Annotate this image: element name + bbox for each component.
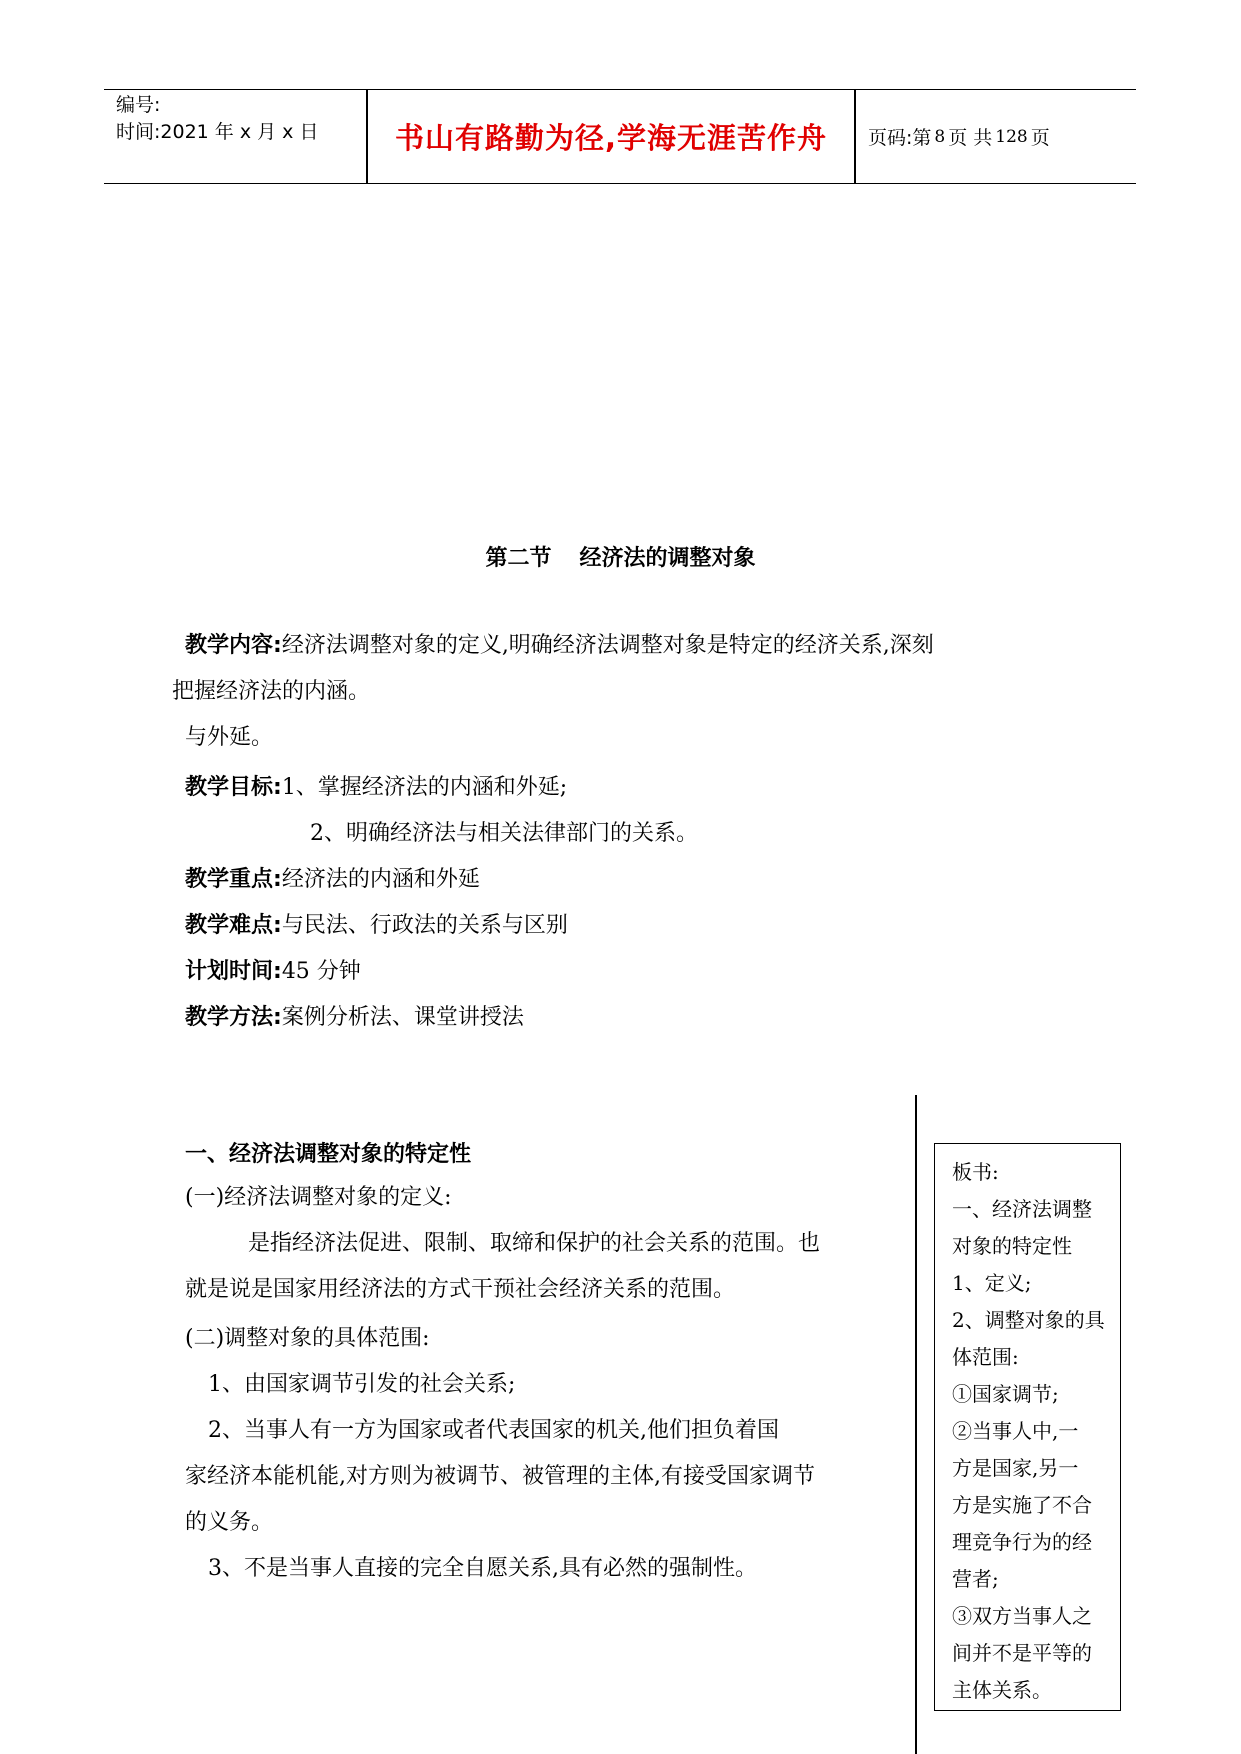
board-line: 主体关系。 xyxy=(952,1678,1052,1702)
board-line: ②当事人中,一 xyxy=(952,1419,1079,1443)
content-continuation-2: 与外延。 xyxy=(185,725,274,750)
board-line: 1、定义; xyxy=(952,1271,1032,1295)
board-line: 间并不是平等的 xyxy=(952,1641,1092,1665)
item-3: 3、不是当事人直接的完全自愿关系,具有必然的强制性。 xyxy=(208,1556,757,1581)
method-line xyxy=(185,1003,524,1033)
board-line: ③双方当事人之 xyxy=(952,1604,1092,1628)
content-line xyxy=(185,631,934,661)
item-2a: 2、当事人有一方为国家或者代表国家的机关,他们担负着国 xyxy=(208,1418,779,1443)
board-line: 方是国家,另一 xyxy=(952,1456,1079,1480)
document-time-label: 时间:2021 年 x 月 x 日 xyxy=(116,121,319,143)
item-1: 1、由国家调节引发的社会关系; xyxy=(208,1372,516,1397)
item-2c: 的义务。 xyxy=(185,1510,274,1535)
item-2b: 家经济本能机能,对方则为被调节、被管理的主体,有接受国家调节 xyxy=(185,1464,815,1489)
header-divider-right xyxy=(854,90,856,183)
difficulty-text: 与民法、行政法的关系与区别 xyxy=(281,913,568,938)
document-number-label: 编号: xyxy=(116,94,161,116)
section-heading: 一、经济法调整对象的特定性 xyxy=(185,1142,472,1167)
page-title xyxy=(0,541,1241,572)
board-line: 2、调整对象的具 xyxy=(952,1308,1105,1332)
page-mid: 页 共 xyxy=(948,127,993,149)
header-meta xyxy=(116,92,318,146)
board-line: 对象的特定性 xyxy=(952,1234,1072,1258)
subheading-2: (二)调整对象的具体范围: xyxy=(185,1326,430,1351)
page-counter xyxy=(868,90,1050,183)
difficulty-label: 教学难点: xyxy=(185,913,282,938)
method-label: 教学方法: xyxy=(185,1005,282,1030)
time-line xyxy=(185,957,361,987)
board-line: 一、经济法调整 xyxy=(952,1197,1092,1221)
page-prefix: 页码:第 xyxy=(868,127,932,149)
header-motto: 书山有路勤为径,学海无涯苦作舟 xyxy=(394,121,828,155)
board-line: 理竞争行为的经 xyxy=(952,1530,1092,1554)
goals-label: 教学目标: xyxy=(185,775,282,800)
board-notes-box xyxy=(934,1143,1121,1711)
focus-line xyxy=(185,865,480,895)
goal-2: 2、明确经济法与相关法律部门的关系。 xyxy=(310,821,698,846)
time-text: 45 分钟 xyxy=(281,959,361,984)
goal-1: 1、掌握经济法的内涵和外延; xyxy=(281,775,568,800)
focus-text: 经济法的内涵和外延 xyxy=(281,867,480,892)
section-number: 第二节 xyxy=(485,546,552,571)
content-text: 经济法调整对象的定义,明确经济法调整对象是特定的经济关系,深刻 xyxy=(281,633,934,658)
page-header xyxy=(104,89,1136,184)
board-line: 方是实施了不合 xyxy=(952,1493,1092,1517)
goals-line xyxy=(185,773,567,803)
board-line: 营者; xyxy=(952,1567,999,1591)
content-label: 教学内容: xyxy=(185,633,282,658)
paragraph-1b: 就是说是国家用经济法的方式干预社会经济关系的范围。 xyxy=(185,1277,736,1302)
page-total: 128 xyxy=(995,126,1028,147)
column-divider xyxy=(915,1095,917,1754)
focus-label: 教学重点: xyxy=(185,867,282,892)
board-line: 体范围: xyxy=(952,1345,1019,1369)
content-continuation: 把握经济法的内涵。 xyxy=(172,679,371,704)
page-current: 8 xyxy=(934,126,946,147)
time-label: 计划时间: xyxy=(185,959,282,984)
subheading-1: (一)经济法调整对象的定义: xyxy=(185,1185,452,1210)
page-suffix: 页 xyxy=(1030,127,1050,149)
difficulty-line xyxy=(185,911,568,941)
board-line: ①国家调节; xyxy=(952,1382,1059,1406)
section-name: 经济法的调整对象 xyxy=(579,546,756,571)
paragraph-1a: 是指经济法促进、限制、取缔和保护的社会关系的范围。也 xyxy=(248,1231,821,1256)
method-text: 案例分析法、课堂讲授法 xyxy=(281,1005,524,1030)
board-line: 板书: xyxy=(952,1160,999,1184)
